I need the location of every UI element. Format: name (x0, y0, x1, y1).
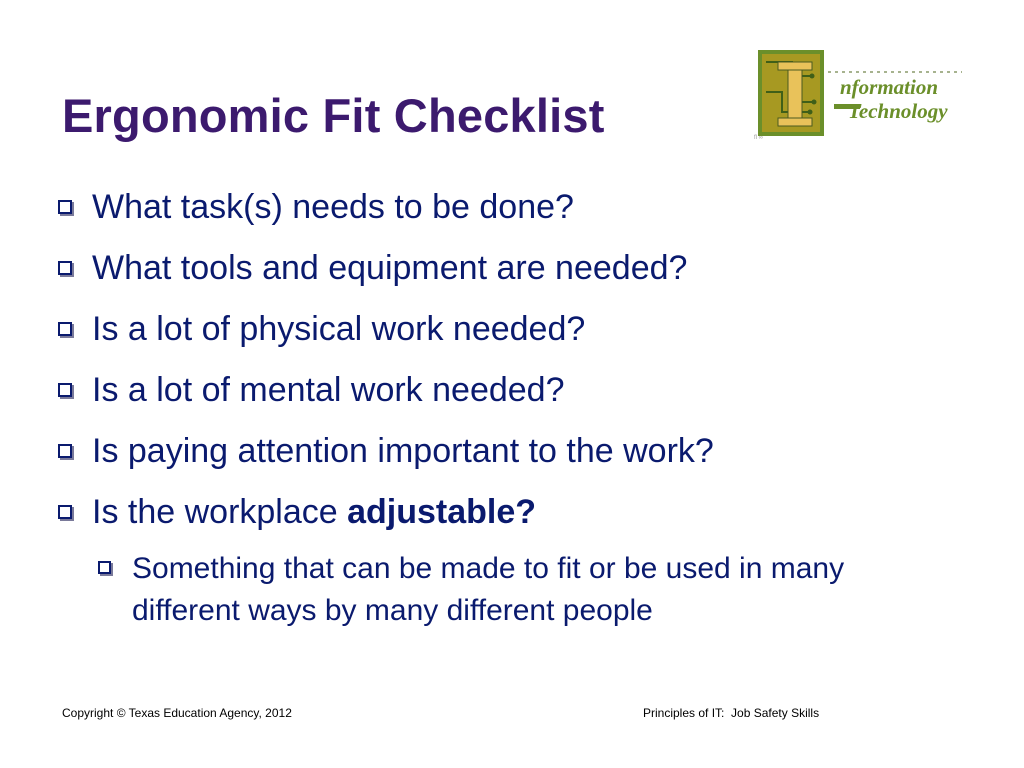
bullet-text: Is a lot of physical work needed? (92, 310, 586, 348)
bullet-text: Is the workplace (92, 493, 348, 531)
logo-line1: nformation (840, 75, 939, 99)
svg-text:ﬂ ∞: ﬂ ∞ (754, 135, 763, 141)
bullet-text: Is paying attention important to the work? (92, 432, 714, 470)
list-item (56, 239, 956, 300)
list-item (56, 300, 956, 361)
list-item (56, 361, 956, 422)
checkbox-bullet-icon (58, 505, 72, 519)
information-technology-logo (752, 42, 970, 142)
checkbox-bullet-icon (58, 383, 72, 397)
list-item (56, 178, 956, 239)
list-item (56, 483, 956, 544)
checkbox-bullet-icon (58, 200, 72, 214)
bullet-text: What task(s) needs to be done? (92, 188, 574, 226)
footer-course-title: Principles of IT: Job Safety Skills (643, 706, 820, 720)
logo-line2: Technology (848, 99, 948, 123)
slide-title: Ergonomic Fit Checklist (62, 89, 605, 142)
checkbox-bullet-icon (58, 444, 72, 458)
checkbox-bullet-icon (58, 261, 72, 275)
sub-list-item (98, 548, 918, 632)
list-item (56, 422, 956, 483)
footer-copyright: Copyright © Texas Education Agency, 2012 (62, 706, 292, 720)
bullet-list (56, 178, 956, 544)
bullet-text: Is a lot of mental work needed? (92, 371, 565, 409)
sub-bullet-text: Something that can be made to fit or be used in many different ways by many different people (132, 552, 845, 627)
bullet-text: What tools and equipment are needed? (92, 249, 688, 287)
bullet-bold-text: adjustable? (347, 493, 537, 531)
checkbox-bullet-icon (98, 561, 111, 574)
checkbox-bullet-icon (58, 322, 72, 336)
